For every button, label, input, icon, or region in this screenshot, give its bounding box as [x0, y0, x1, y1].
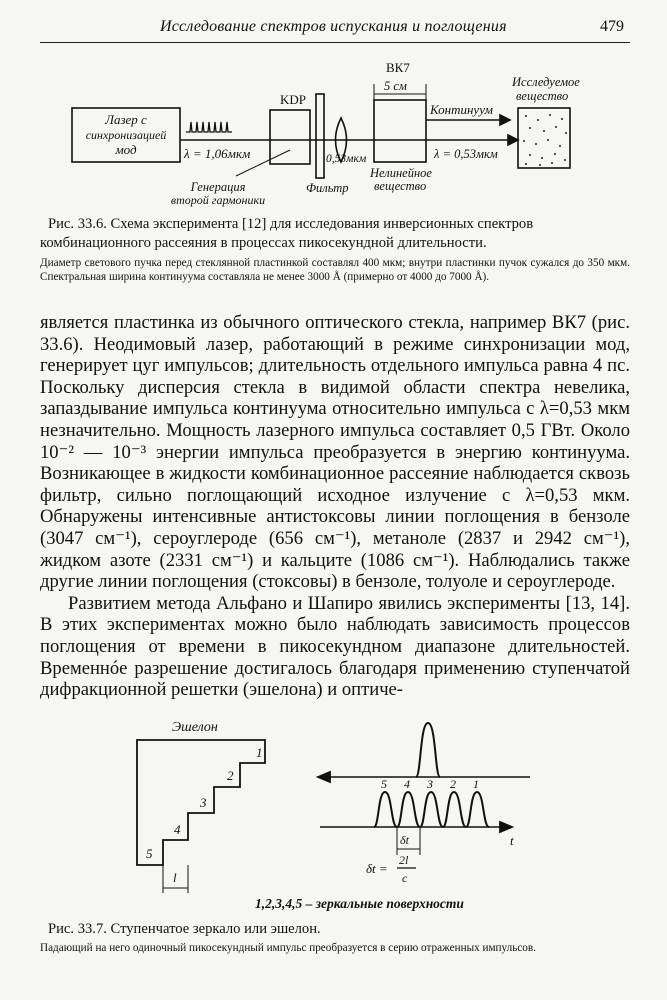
lambda1-label: λ = 1,06мкм	[184, 146, 251, 161]
laser-label-3: мод	[115, 142, 137, 157]
sample-label-1: Исследуемое	[512, 75, 580, 89]
pulse-label-4: 4	[404, 777, 410, 791]
figure-33-7-echelon-diagram	[0, 695, 667, 920]
step-label-3: 3	[200, 795, 207, 810]
continuum-label: Континуум	[430, 102, 493, 117]
time-axis-label: t	[510, 833, 514, 848]
bk7-label: ВК7	[386, 60, 410, 75]
laser-label-1: Лазер с	[105, 112, 147, 127]
step-label-1: 1	[256, 745, 263, 760]
step-label-2: 2	[227, 768, 234, 783]
surfaces-label: 1,2,3,4,5 – зеркальные поверхности	[255, 896, 464, 911]
sample-box	[518, 108, 570, 168]
shg-label-1: Генерация	[190, 180, 246, 194]
paragraph-1: является пластинка из обычного оптического стекла, например ВК7 (рис. 33.6). Неодимовый лазер, работающий в режиме синхронизации мод, генерирует цуг импульсов; длительность отдельного импульса равна 4 пс. Поскольку дисперсия стекла в видимой области спектра невелика, запаздывание импульса континуума относительно импульса с λ=0,53 мкм незначительно. Мощность лазерного импульса составляет 0,5 ГВт. Около 10⁻² — 10⁻³ энергии импульса преобразуется в энергию континуума. Возникающее в жидкости комбинационное рассеяние наблюдается сквозь фильтр, сильно поглощающий исходное излучение с λ=0,53 мкм. Обнаружены интенсивные антистоксовы линии поглощения в бензоле (3047 см⁻¹), сероуглероде (656 см⁻¹), метаноле (2837 и 2942 см⁻¹), жидком азоте (2331 см⁻¹) и кальците (1086 см⁻¹). Наблюдались также другие линии поглощения (стоксовы) в бензоле, толуоле и сероуглероде.	[40, 312, 630, 593]
formula-lhs: δt =	[366, 861, 388, 876]
step-label-5: 5	[146, 846, 153, 861]
formula-den: c	[402, 871, 408, 885]
delta-t-label: δt	[400, 833, 409, 847]
running-title: Исследование спектров испускания и поглощения	[160, 18, 507, 35]
lambda2-label: λ = 0,53мкм	[434, 147, 498, 161]
incident-pulse	[416, 723, 440, 777]
figure-33-6-note: Диаметр светового пучка перед стеклянной пластинкой составлял 400 мкм; внутри пластинки пучок сужался до 350 мкм. Спектральная ширина континуума составляла не менее 3000 Å (примерно от 4000 до 7000 Å).	[40, 257, 630, 283]
pulse-train	[186, 122, 232, 132]
figure-33-6-caption: Рис. 33.6. Схема эксперимента [12] для исследования инверсионных спектров комбинационного рассеяния в процессах пикосекундной длительности.	[40, 216, 534, 251]
sample-label-2: вещество	[516, 89, 569, 103]
incident-arrow-head	[318, 772, 330, 782]
echelon-label: Эшелон	[172, 720, 218, 735]
time-axis-head	[500, 822, 512, 832]
wl-053-label: 0,53мкм	[326, 153, 367, 165]
sample-dots	[523, 114, 567, 166]
step-label-4: 4	[174, 822, 181, 837]
pulse-label-3: 3	[427, 777, 433, 791]
figure-33-6-setup-diagram	[0, 0, 667, 215]
figure-33-7-note: Падающий на него одиночный пикосекундный импульс преобразуется в серию отраженных импульсов.	[40, 942, 536, 954]
body-text	[40, 312, 630, 701]
formula-num: 2l	[399, 853, 409, 867]
step-width-label: l	[173, 870, 177, 885]
pulse-label-1: 1	[473, 777, 479, 791]
page-number: 479	[600, 18, 624, 35]
shg-label-2: второй гармоники	[170, 193, 266, 207]
nonlinear-cell	[374, 100, 426, 162]
paragraph-2: Развитием метода Альфано и Шапиро явились эксперименты [13, 14]. В этих экспериментах можно было наблюдать зависимость процессов поглощения от времени в пикосекундном диапазоне длительностей. Временнóе разрешение достигалось благодаря применению ступенчатой дифракционной решетки (эшелона) и оптиче-	[40, 592, 630, 701]
nonlinear-label-2: вещество	[374, 179, 427, 193]
pulse-label-5: 5	[381, 777, 387, 791]
reflected-pulse-train	[374, 792, 489, 827]
pulse-label-2: 2	[450, 777, 456, 791]
arrow-head-2	[508, 135, 518, 145]
kdp-crystal	[270, 110, 310, 164]
arrow-head-1	[500, 115, 510, 125]
nonlinear-label-1: Нелинейное	[370, 166, 432, 180]
filter-plate	[316, 94, 324, 178]
kdp-label: KDP	[280, 92, 307, 107]
bk7-length-label: 5 см	[384, 79, 407, 93]
filter-label: Фильтр	[306, 181, 349, 195]
laser-label-2: синхронизацией	[85, 128, 167, 142]
figure-33-7-caption: Рис. 33.7. Ступенчатое зеркало или эшелон.	[48, 921, 321, 937]
